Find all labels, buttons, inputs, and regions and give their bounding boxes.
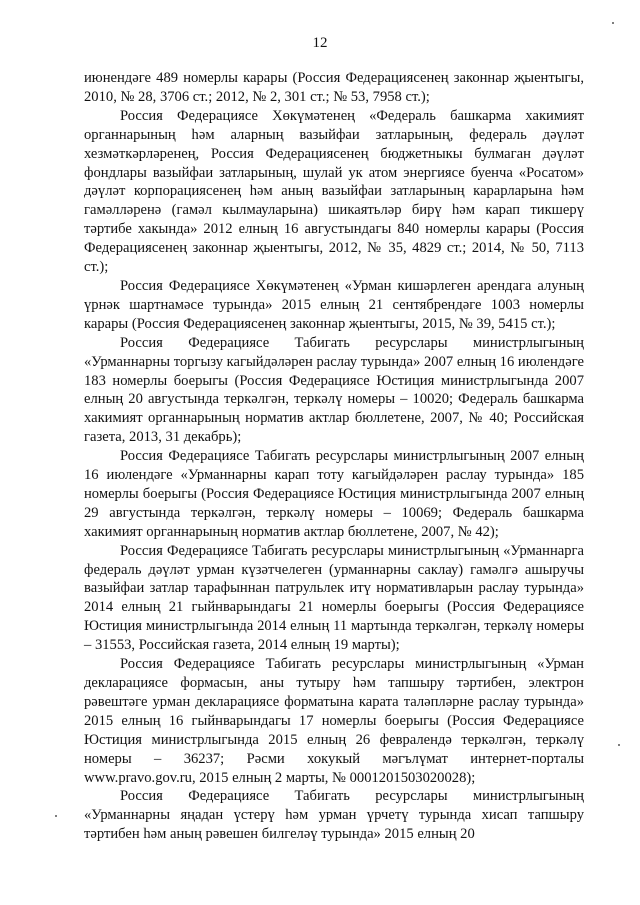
paragraph: Россия Федерациясе Табигать ресурслары министрлыгының «Урманнарны торгызу кагыйдәләрен раслау турында» 2007 елның 16 июлендәге 183 номерлы боерыгы (Россия Федерациясе Юстиция министрлыгында 2007 елның 20 августында теркәлгән, теркәлү номеры – 10020; Федераль башкарма хакимият органнарының норматив актлар бюллетене, 2007, № 40; Российская газета, 2013, 31 декабрь); (84, 334, 584, 446)
scan-speck (55, 815, 57, 817)
paragraph: июнендәге 489 номерлы карары (Россия Федерациясенең законнар җыентыгы, 2010, № 28, 3706 ст.; 2012, № 2, 301 ст.; № 53, 7958 ст.); (84, 70, 584, 105)
scan-speck (618, 744, 620, 746)
paragraph: Россия Федерациясе Табигать ресурслары министрлыгының «Урманнарны яңадан үстерү һәм урман үрчетү турында хисап тапшыру тәртибен һәм аның рәвешен билгеләү турында» 2015 елның 20 (84, 788, 584, 843)
page-number: 12 (312, 35, 328, 51)
paragraph: Россия Федерациясе Табигать ресурслары министрлыгының 2007 елның 16 июлендәге «Урманнарны карап тоту кагыйдәләрен раслау турында» 185 номерлы боерыгы (Россия Федерациясе Юстиция министрлыгында 2007 елның 29 августында теркәлгән, теркәлү номеры – 10069; Федераль башкарма хакимият органнарының норматив актлар бюллетене, 2007, № 42); (84, 448, 584, 540)
paragraph: Россия Федерациясе Табигать ресурслары министрлыгының «Урман декларациясе формасын, аны тутыру һәм тапшыру тәртибен, электрон рәвештәге урман декларациясе форматына карата таләпләрне раслау турында» 2015 елның 16 гыйнварындагы 17 номерлы боерыгы (Россия Федерациясе Юстиция министрлыгында 2015 елның 26 февралендә теркәлгән, теркәлү номеры – 36237; Рәсми хокукый мәгълүмат интернет-порталы www.pravo.gov.ru, 2015 елның 2 марты, № 0001201503020028); (84, 656, 584, 786)
paragraph: Россия Федерациясе Хөкүмәтенең «Федераль башкарма хакимият органнарының һәм аларның вазыйфаи затларының, федераль дәүләт хезмәткәрләренең, Россия Федерациясенең бюджетныкы булмаган дәүләт фондлары вазыйфаи затларының, шулай ук атом энергиясе буенча «Росатом» дәүләт корпорациясенең һәм аның вазыйфаи затларының карарларына һәм гамәлләренә (гамәл кылмауларына) шикаятьләр бирү һәм карап тикшерү тәртибе хакында» 2012 елның 16 августындагы 840 номерлы карары (Россия Федерациясенең законнар җыентыгы, 2012, № 35, 4829 ст.; 2014, № 50, 7113 ст.); (84, 107, 584, 276)
paragraph: Россия Федерациясе Хөкүмәтенең «Урман кишәрлеген арендага алуның үрнәк шартнамәсе турында» 2015 елның 21 сентябрендәге 1003 номерлы карары (Россия Федерациясенең законнар җыентыгы, 2015, № 39, 5415 ст.); (84, 277, 584, 332)
scan-speck (612, 22, 614, 24)
paragraph: Россия Федерациясе Табигать ресурслары министрлыгының «Урманнарга федераль дәүләт урман күзәтчелеген (урманнарны саклау) гамәлгә ашыручы вазыйфаи затлар тарафыннан патрульлек итү нормативларын раслау турында» 2014 елның 21 гыйнварындагы 21 номерлы боерыгы (Россия Федерациясе Юстиция министрлыгында 2014 елның 11 мартында теркәлгән, теркәлү номеры – 31553, Российская газета, 2014 елның 19 марты); (84, 542, 584, 654)
document-body (84, 69, 584, 844)
